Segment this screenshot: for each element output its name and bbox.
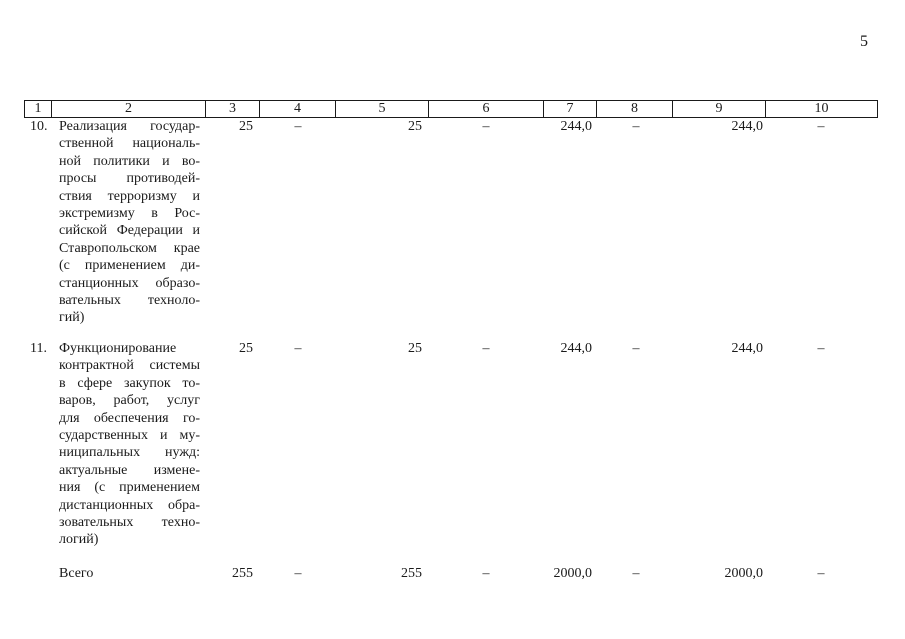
column-header-10: 10 — [766, 101, 878, 118]
course-name-line: логий) — [59, 532, 99, 548]
cell-c5: 25 — [408, 119, 422, 134]
cell-c6: – — [482, 341, 490, 356]
column-header-9: 9 — [673, 101, 766, 118]
column-header-5: 5 — [336, 101, 429, 118]
cell-c5: 25 — [408, 341, 422, 356]
course-name-line: в сфере закупок то- — [59, 375, 200, 391]
total-c8: – — [632, 566, 640, 581]
course-name-line: Ставропольском крае — [59, 240, 200, 256]
total-c4: – — [294, 566, 302, 581]
row-number: 11. — [30, 341, 47, 356]
column-header-1: 1 — [25, 101, 52, 118]
course-name-line: станционных образо- — [59, 275, 200, 291]
cell-c6: – — [482, 119, 490, 134]
course-name — [59, 118, 200, 327]
course-name-line: для обеспечения го- — [59, 410, 200, 426]
course-name-line: просы противодей- — [59, 171, 200, 187]
column-header-3: 3 — [206, 101, 260, 118]
cell-c4: – — [294, 341, 302, 356]
course-name-line: дистанционных обра- — [59, 497, 200, 513]
course-name-line: ной политики и во- — [59, 153, 200, 169]
course-name-line: ниципальных нужд: — [59, 445, 200, 461]
course-name-line: Реализация государ- — [59, 119, 200, 134]
course-name-line: сийской Федерации и — [59, 223, 200, 239]
cell-c3: 25 — [239, 341, 253, 356]
course-name-line: Функционирование — [59, 341, 177, 356]
cell-c4: – — [294, 119, 302, 134]
course-name-line: ния (с применением — [59, 480, 200, 496]
page-number: 5 — [860, 33, 868, 50]
total-c6: – — [482, 566, 490, 581]
column-header-8: 8 — [597, 101, 673, 118]
cell-c3: 25 — [239, 119, 253, 134]
cell-c8: – — [632, 119, 640, 134]
column-header-6: 6 — [429, 101, 544, 118]
course-name-line: зовательных техно- — [59, 515, 200, 531]
total-c3: 255 — [232, 566, 253, 581]
cell-c7: 244,0 — [560, 119, 592, 134]
cell-c9: 244,0 — [731, 119, 763, 134]
cell-c10: – — [817, 341, 825, 356]
course-name-line: вательных техноло- — [59, 293, 200, 309]
course-name-line: ственной националь- — [59, 136, 200, 152]
total-c7: 2000,0 — [553, 566, 592, 581]
column-number-header — [24, 100, 878, 118]
course-name-line: сударственных и му- — [59, 428, 200, 444]
course-name-line: актуальные измене- — [59, 462, 200, 478]
cell-c9: 244,0 — [731, 341, 763, 356]
course-name-line: гий) — [59, 310, 85, 326]
cell-c10: – — [817, 119, 825, 134]
total-c9: 2000,0 — [724, 566, 763, 581]
course-name-line: экстремизму в Рос- — [59, 206, 200, 222]
column-header-4: 4 — [260, 101, 336, 118]
course-name-line: (с применением ди- — [59, 258, 200, 274]
cell-c8: – — [632, 341, 640, 356]
column-header-2: 2 — [52, 101, 206, 118]
total-c5: 255 — [401, 566, 422, 581]
course-name-line: контрактной системы — [59, 358, 200, 374]
row-number: 10. — [30, 119, 48, 134]
total-label: Всего — [59, 566, 94, 581]
course-name-line: варов, работ, услуг — [59, 393, 200, 409]
total-c10: – — [817, 566, 825, 581]
course-name — [59, 340, 200, 549]
course-name-line: ствия терроризму и — [59, 188, 200, 204]
column-header-7: 7 — [544, 101, 597, 118]
cell-c7: 244,0 — [560, 341, 592, 356]
